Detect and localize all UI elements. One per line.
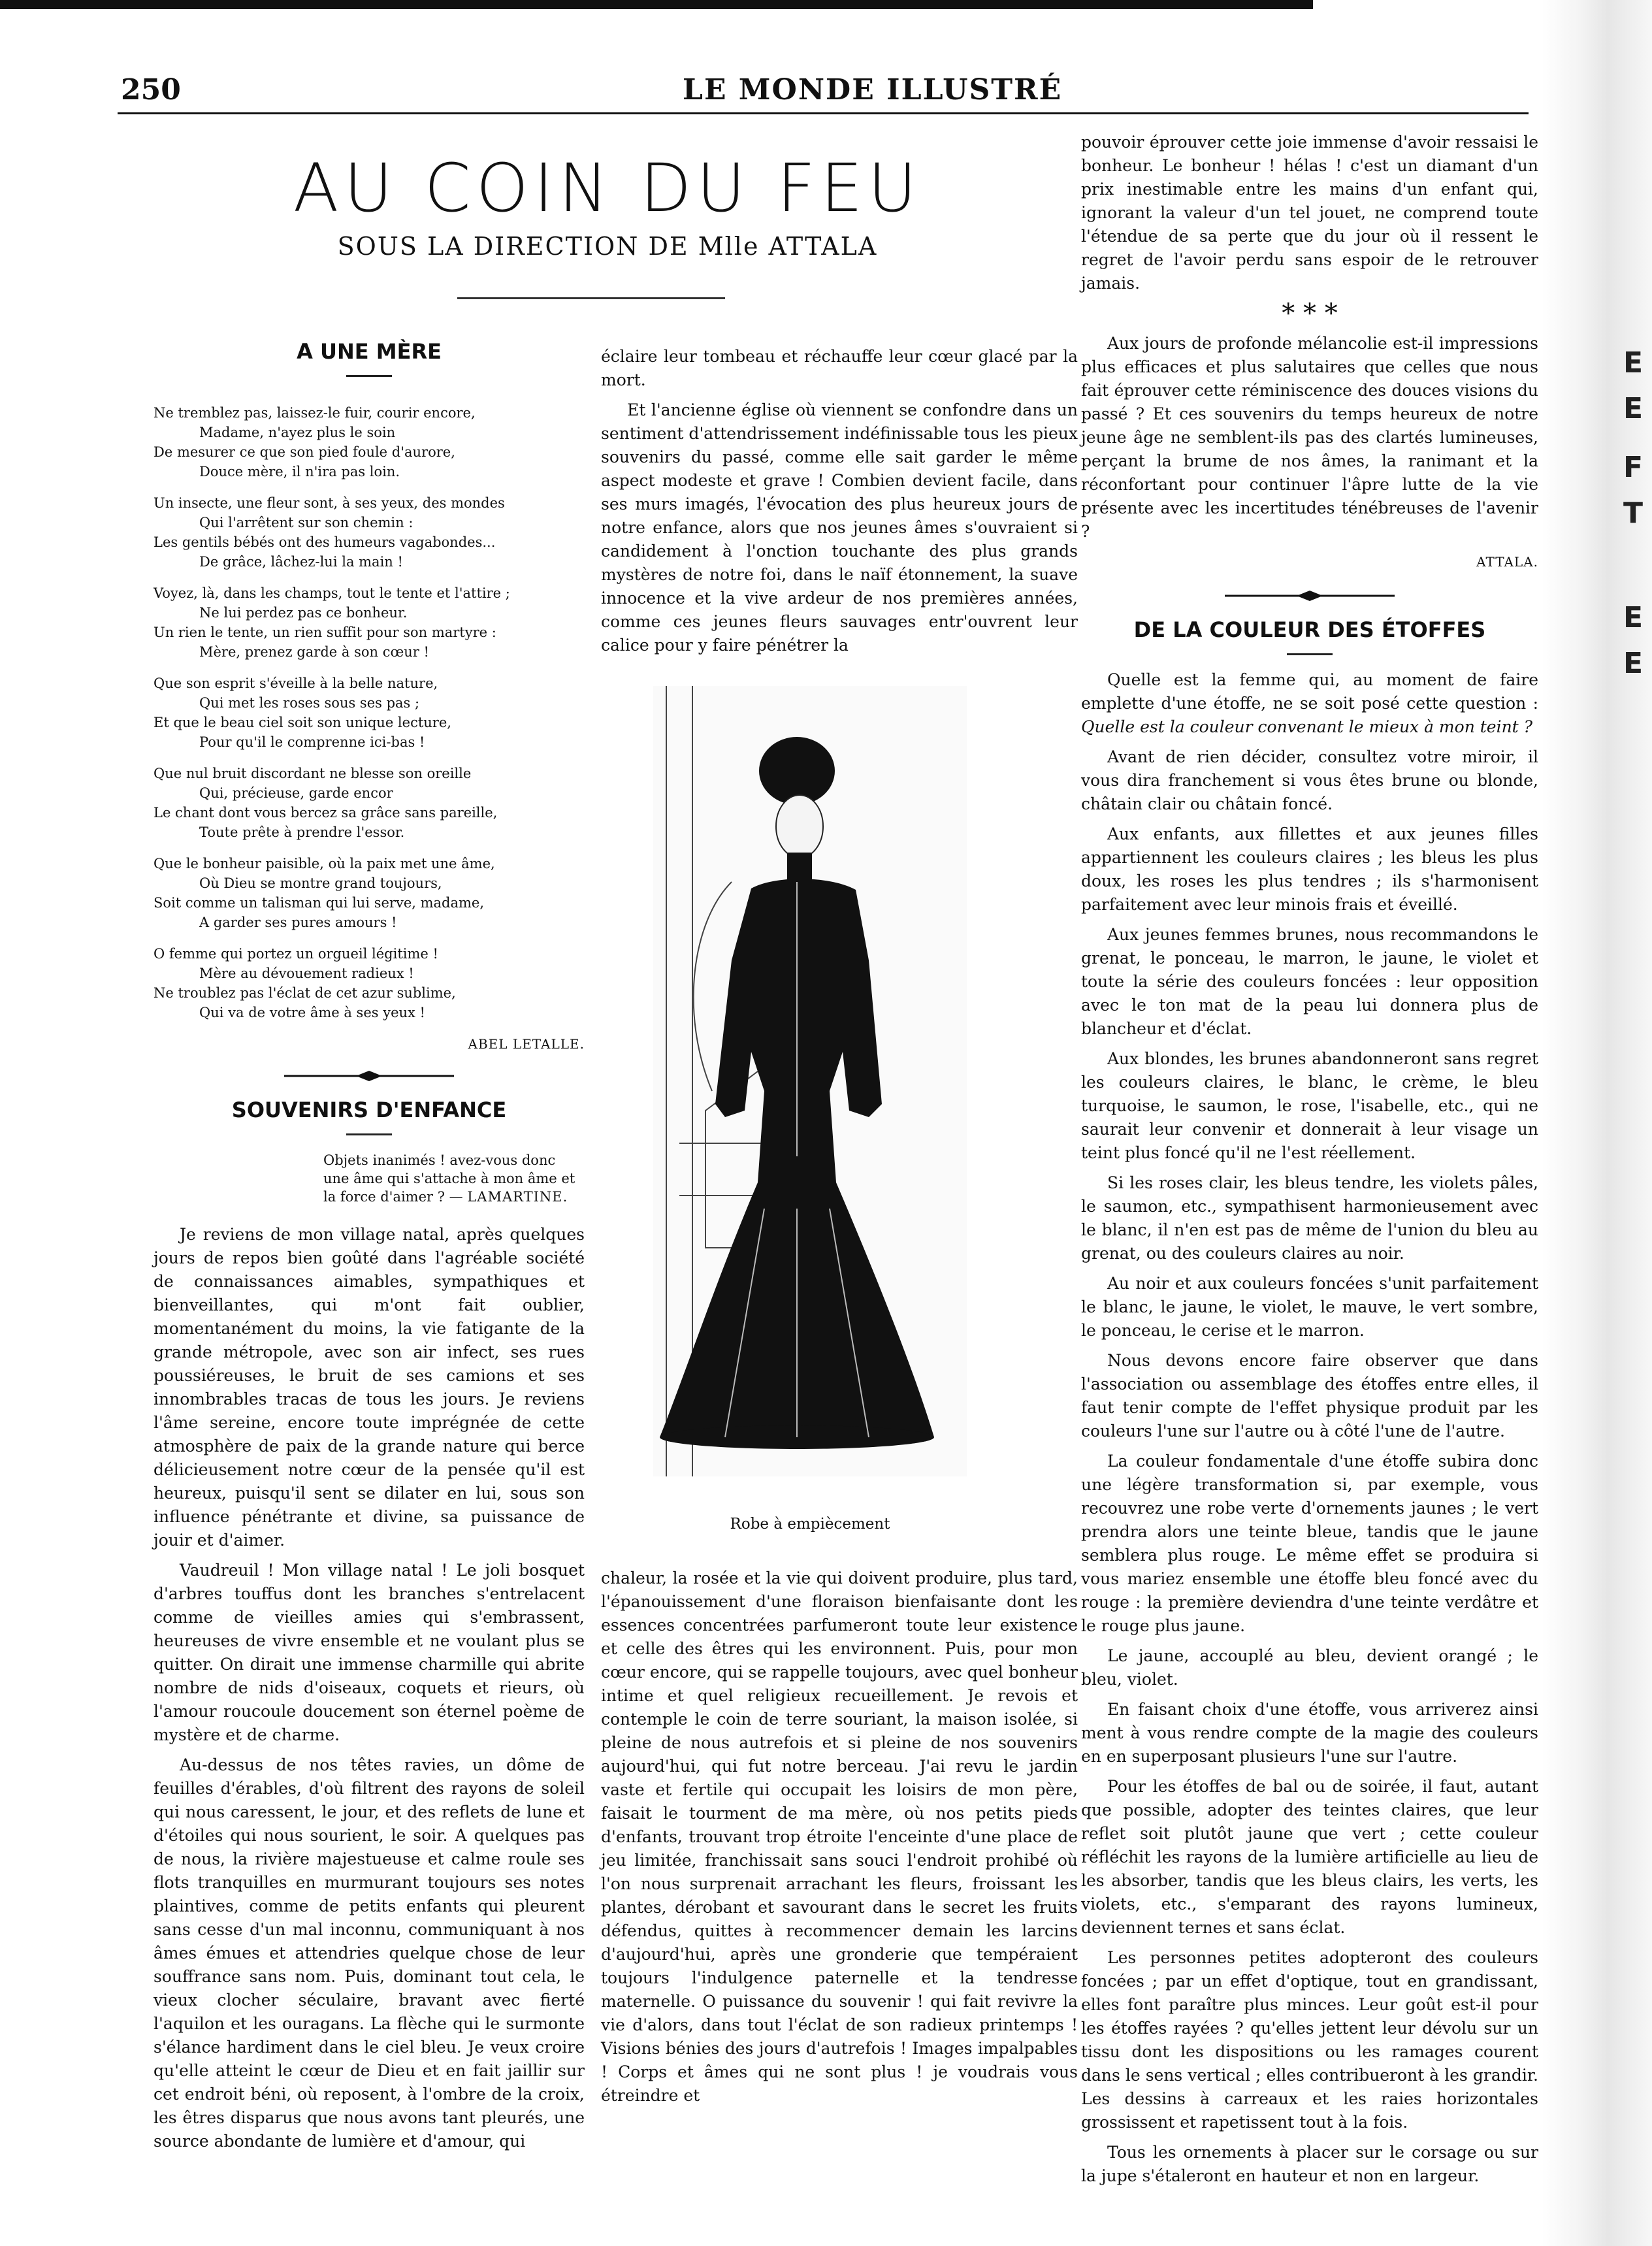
poem-line: Qui l'arrêtent sur son chemin : — [199, 515, 413, 530]
paragraph: Le jaune, accouplé au bleu, devient orangé ; le bleu, violet. — [1081, 1646, 1538, 1689]
poem-line: Le chant dont vous bercez sa grâce sans pareille, — [154, 805, 498, 821]
paragraph: Avant de rien décider, consultez votre miroir, il vous dira franchement si vous êtes brune ou blonde, châtain clair ou châtain foncé. — [1081, 747, 1538, 813]
paragraph — [1081, 668, 1538, 739]
paragraph: Tous les ornements à placer sur le corsage ou sur la jupe s'étaleront en hauteur et non en largeur. — [1081, 2143, 1538, 2185]
poem-line: Mère au dévouement radieux ! — [199, 966, 414, 981]
poem-line: A garder ses pures amours ! — [199, 915, 397, 930]
poem-line: Qui, précieuse, garde encor — [199, 785, 393, 801]
header-rule — [118, 112, 1529, 114]
top-border — [0, 0, 1313, 9]
poem-line: De mesurer ce que son pied foule d'aurore, — [154, 444, 455, 460]
poem-stanza — [154, 854, 585, 932]
poem-line: Pour qu'il le comprenne ici-bas ! — [199, 734, 425, 750]
column-2-bottom — [601, 1567, 1078, 2114]
paragraph: Au noir et aux couleurs foncées s'unit parfaitement le blanc, le jaune, le violet, le mauve, le vert sombre, le ponceau, le cerise et le marron. — [1081, 1274, 1538, 1340]
column-1 — [154, 340, 585, 2160]
poem-line: O femme qui portez un orgueil légitime ! — [154, 946, 438, 962]
paragraph: La couleur fondamentale d'une étoffe subira donc une légère transformation si, par exemple, vous recouvrez une robe verte d'ornements jaunes ; le vert prendra alors une teinte bleue, tandis que le jaune semblera plus rouge. Le même effet se produira si vous mariez ensemble une étoffe bleu foncé avec du rouge : la première deviendra d'une teinte verdâtre et le rouge plus jaune. — [1081, 1452, 1538, 1635]
paragraph: Je reviens de mon village natal, après quelques jours de repos bien goûté dans l'agréable société de connaissances aimables, sympathiques et bienveillantes, qui m'ont fait oublier, momentanément du moins, la vie fatigante de la grande métropole, avec son air infect, ses rues poussiéreuses, le bruit de ses camions et ses innombrables tracas de tous les jours. Je reviens l'âme sereine, encore toute imprégnée de cette atmosphère de paix de la grande nature qui berce délicieusement notre cœur de la pensée qu'il est heureux, puisqu'il sent se dilater en lui, sous son influence pénétrante et divine, sa puissance de jouir et d'aimer. — [154, 1225, 585, 1550]
poem-stanza — [154, 493, 585, 572]
poem-line: Un rien le tente, un rien suffit pour son martyre : — [154, 625, 496, 640]
poem-stanza — [154, 403, 585, 481]
poem-line: Soit comme un talisman qui lui serve, madame, — [154, 895, 485, 911]
poem-line: Mère, prenez garde à son cœur ! — [199, 644, 429, 660]
poem-line: De grâce, lâchez-lui la main ! — [199, 554, 403, 570]
rubric-rule — [457, 297, 725, 299]
section-stars: * * * — [1282, 299, 1338, 329]
adjacent-page-edge: E E F T E E — [1542, 0, 1652, 2246]
poem-line: Toute prête à prendre l'essor. — [199, 824, 405, 840]
poem-stanza — [154, 674, 585, 752]
rubric-title: AU COIN DU FEU — [293, 150, 922, 227]
paragraph: Au-dessus de nos têtes ravies, un dôme de feuilles d'érables, d'où filtrent des rayons de soleil qui nous caressent, le jour, et des reflets de lune et d'étoiles qui nous sourient, le soir. A quelques pas de nous, la rivière majestueuse et calme roule ses flots tranquilles en murmurant toujours ses notes plaintives, comme de petits enfants qui pleurent sans cesse d'un mal inconnu, communiquant à nos âmes émues et attendries quelque chose de leur souffrance sans nom. Puis, dominant tout cela, le vieux clocher séculaire, bravant avec fierté l'aquilon et les ouragans. La flèche qui le surmonte s'élance hardiment dans le ciel bleu. Je veux croire qu'elle atteint le cœur de Dieu et en fait jaillir sur cet endroit béni, où reposent, à l'ombre de la croix, les êtres disparus que nous avons tant pleurés, une source abondante de lumière et d'amour, qui — [154, 1755, 585, 2151]
epigraph-author: LAMARTINE. — [467, 1189, 568, 1205]
poem-line: Où Dieu se montre grand toujours, — [199, 875, 442, 891]
paragraph: Pour les étoffes de bal ou de soirée, il faut, autant que possible, adopter des teintes claires, que leur reflet soit plutôt jaune que vert ; cette couleur réfléchit les rayons de la lumière artificielle au lieu de les absorber, tandis que les bleus clairs, les verts, les violets, etc., s'emparant des rayons lumineux, deviennent ternes et sans éclat. — [1081, 1777, 1538, 1937]
poem-line: Qui va de votre âme à ses yeux ! — [199, 1005, 425, 1020]
poem-line: Que nul bruit discordant ne blesse son oreille — [154, 766, 472, 781]
poem-line: Que son esprit s'éveille à la belle nature, — [154, 675, 438, 691]
article-author: ATTALA. — [1476, 554, 1538, 570]
paragraph: Aux jeunes femmes brunes, nous recommandons le grenat, le ponceau, le marron, le jaune, le violet et toute la série des couleurs foncées : leur opposition avec le ton mat de la peau lui donnera plus de blancheur et d'éclat. — [1081, 925, 1538, 1038]
souvenirs-title-rule — [346, 1133, 392, 1135]
poem-line: Ne tremblez pas, laissez-le fuir, courir encore, — [154, 405, 476, 421]
paragraph: éclaire leur tombeau et réchauffe leur cœur glacé par la mort. — [601, 347, 1078, 389]
paragraph: chaleur, la rosée et la vie qui doivent produire, plus tard, l'épanouissement d'une floraison bienfaisante dont les essences concentrées parfumeront toute leur existence et celle des êtres qui les environnent. Puis, pour mon cœur encore, qui se rappelle toujours, avec quel bonheur intime et quel religieux recueillement. Je revois et contemple le coin de terre souriant, la maison isolée, si pleine de nous autrefois et si pleine de nos souvenirs aujourd'hui, qui fut notre berceau. J'ai revu le jardin vaste et fertile qui occupait les loisirs de mon père, faisait le tourment de ma mère, où nos petits pieds d'enfants, trouvant trop étroite l'enceinte d'une place de jeu limitée, franchissait sans souci l'endroit prohibé où l'on nous surprenait arrachant les fleurs, froissant les plantes, dérobant et savourant dans le secret les fruits défendus, quittes à recommencer demain les larcins d'aujourd'hui, après une gronderie que tempéraient toujours l'indulgence paternelle et la tendresse maternelle. O puissance du souvenir ! qui fait revivre la vie d'alors, dans tout l'éclat de son radieux printemps ! Visions bénies des jours d'autrefois ! Images impalpables ! Corps et âmes qui ne sont plus ! je voudrais vous étreindre et — [601, 1569, 1078, 2105]
poem-line: Voyez, là, dans les champs, tout le tente et l'attire ; — [154, 585, 510, 601]
illustration-caption: Robe à empiècement — [730, 1516, 890, 1533]
column-2-top — [601, 345, 1078, 664]
paragraph: Aux enfants, aux fillettes et aux jeunes filles appartiennent les couleurs claires ; les bleus les plus doux, les roses les plus tendres ; ils s'harmonisent parfaitement avec leur minois frais et éveillé. — [1081, 824, 1538, 914]
etoffes-question: Quelle est la couleur convenant le mieux à mon teint ? — [1081, 717, 1533, 736]
poem-body — [154, 403, 585, 1054]
poem-line: Madame, n'ayez plus le soin — [199, 425, 396, 440]
paragraph: pouvoir éprouver cette joie immense d'avoir ressaisi le bonheur. Le bonheur ! hélas ! c'est un diamant d'un prix inestimable entre les mains d'un enfant qui, ignorant la valeur d'un tel jouet, ne comprend toute l'étendue de sa perte que du jour où il ressent le regret de l'avoir perdu sans espoir de le retrouver jamais. — [1081, 133, 1538, 293]
etoffes-title: DE LA COULEUR DES ÉTOFFES — [1133, 617, 1486, 642]
poem-line: Et que le beau ciel soit son unique lecture, — [154, 715, 451, 730]
paragraph: Aux jours de profonde mélancolie est-il impressions plus efficaces et plus salutaires que celles que nous fait éprouver cette réminiscence des douces visions du passé ? Et ces souvenirs du temps heureux de notre jeune âge ne semblent-ils pas des clartés lumineuses, perçant la brume de nos âmes, la ranimant et la réconfortant pour continuer l'âpre lutte de la vie présente avec les incertitudes ténébreuses de l'avenir ? — [1081, 334, 1538, 541]
poem-stanza — [154, 764, 585, 842]
etoffes-title-rule — [1287, 653, 1333, 655]
rubric-direction: SOUS LA DIRECTION DE Mlle ATTALA — [337, 232, 878, 261]
paragraph: Si les roses clair, les bleus tendre, les violets pâles, le saumon, etc., sympathisent harmonieusement avec le blanc, il n'en est pas de même de l'union du bleu au grenat, ou des couleurs claires au noir. — [1081, 1173, 1538, 1263]
paragraph: Et l'ancienne église où viennent se confondre dans un sentiment d'attendrissement indéfinissable tous les pieux souvenirs du passé, comme elle sait garder le même aspect modeste et grave ! Combien devient facile, dans ses murs imagés, l'évocation des plus heureux jours de notre enfance, alors que nos jeunes âmes s'ouvraient si candidement à l'onction touchante des plus grands mystères de notre foi, dans le naïf étonnement, la suave innocence et la vive ardeur de nos premières années, comme ces jeunes fleurs sauvages entr'ouvrent leur calice pour y faire pénétrer la — [601, 400, 1078, 655]
poem-line: Qui met les roses sous ses pas ; — [199, 695, 420, 711]
paragraph: Vaudreuil ! Mon village natal ! Le joli bosquet d'arbres touffus dont les branches s'entrelacent comme de vieilles amies qui s'embrassent, heureuses de vivre ensemble et ne voulant plus se quitter. On dirait une immense charmille qui abrite nombre de nids d'oiseaux, coquets et rieurs, où l'amour roucoule doucement son éternel poème de mystère et de charme. — [154, 1561, 585, 1744]
paragraph: Aux blondes, les brunes abandonneront sans regret les couleurs claires, le blanc, le crème, le bleu turquoise, le saumon, le rose, l'isabelle, etc., qui ne saurait leur convenir et donnerait à leur visage un teint plus foncé qu'il ne l'est réellement. — [1081, 1049, 1538, 1162]
publication-title: LE MONDE ILLUSTRÉ — [683, 73, 1063, 106]
etoffes-intro: Quelle est la femme qui, au moment de faire emplette d'une étoffe, ne se soit posé cette question : — [1081, 670, 1538, 713]
poem-line: Douce mère, il n'ira pas loin. — [199, 464, 400, 480]
poem-title-rule — [346, 375, 392, 377]
epigraph-text: Objets inanimés ! avez-vous donc une âme qui s'attache à mon âme et la force d'aimer ? — [323, 1152, 575, 1205]
page-number: 250 — [121, 73, 181, 106]
souvenirs-title: SOUVENIRS D'ENFANCE — [231, 1098, 507, 1122]
paragraph: Nous devons encore faire observer que dans l'association ou assemblage des étoffes entre elles, il faut tenir compte de l'effet physique produit par les couleurs l'une sur l'autre ou à côté l'une de l'autre. — [1081, 1351, 1538, 1440]
poem-line: Un insecte, une fleur sont, à ses yeux, des mondes — [154, 495, 505, 511]
poem-line: Que le bonheur paisible, où la paix met une âme, — [154, 856, 495, 871]
poem-stanza — [154, 944, 585, 1022]
poem-line: Ne troublez pas l'éclat de cet azur sublime, — [154, 985, 456, 1001]
column-3 — [1081, 131, 1538, 2194]
ornament-divider — [1225, 589, 1395, 602]
poem-title: A UNE MÈRE — [297, 339, 442, 364]
dress-illustration — [653, 686, 967, 1476]
poem-line: Les gentils bébés ont des humeurs vagabondes... — [154, 534, 496, 550]
paragraph: En faisant choix d'une étoffe, vous arriverez ainsi ment à vous rendre compte de la magie des couleurs en en superposant plusieurs l'une sur l'autre. — [1081, 1700, 1538, 1766]
paragraph: Les personnes petites adopteront des couleurs foncées ; par un effet d'optique, tout en grandissant, elles font paraître plus minces. Leur goût est-il pour les étoffes rayées ? qu'elles jettent leur dévolu sur un tissu dont les dispositions ou les ramages courent dans le sens vertical ; elles contribueront à les grandir. Les dessins à carreaux et les raies horizontales grossissent et rapetissent tout à la fois. — [1081, 1948, 1538, 2132]
poem-author: ABEL LETALLE. — [468, 1036, 585, 1052]
poem-stanza — [154, 583, 585, 662]
epigraph: Objets inanimés ! avez-vous donc une âme qui s'attache à mon âme et la force d'aimer ? — LAMARTINE. — [323, 1152, 575, 1205]
poem-line: Ne lui perdez pas ce bonheur. — [199, 605, 408, 621]
ornament-divider — [284, 1069, 454, 1082]
